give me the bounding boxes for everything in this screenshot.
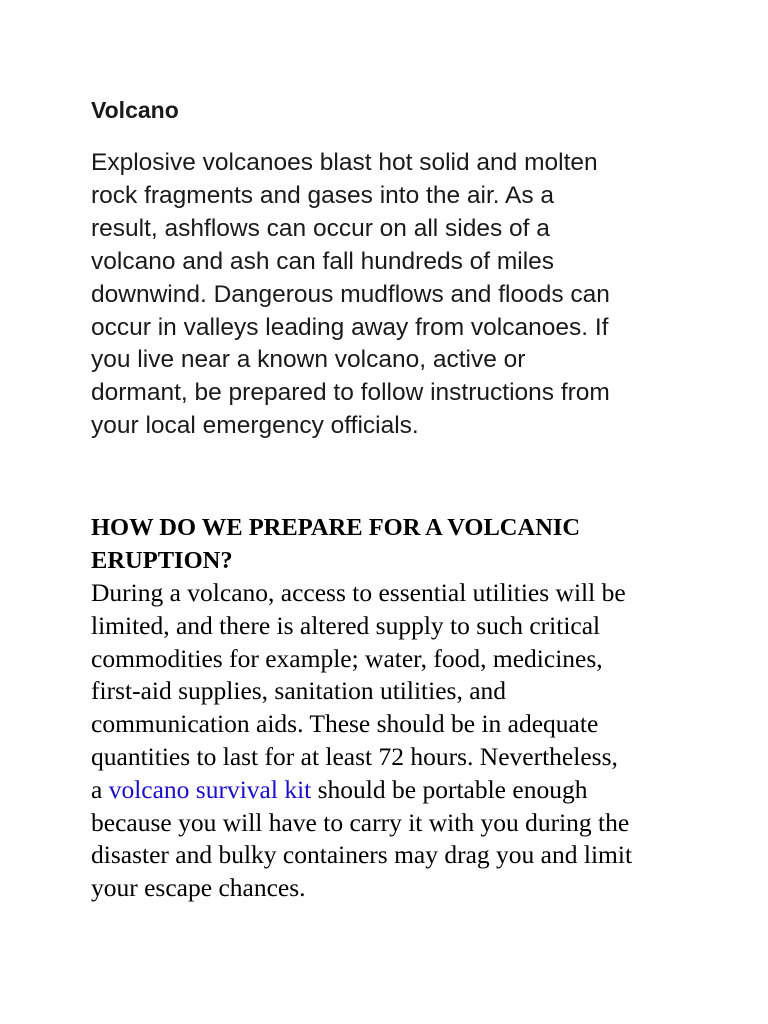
body-line: During a volcano, access to essential utilities will be	[91, 578, 626, 607]
intro-line: downwind. Dangerous mudflows and floods can	[91, 280, 610, 308]
intro-line: volcano and ash can fall hundreds of miles	[91, 247, 555, 275]
body-line: first-aid supplies, sanitation utilities, and	[91, 676, 507, 706]
intro-line: your local emergency officials.	[91, 412, 419, 440]
page-title: Volcano	[91, 97, 179, 123]
intro-line: dormant, be prepared to follow instructions from	[91, 379, 610, 407]
body-paragraph	[91, 577, 691, 905]
intro-paragraph	[91, 147, 691, 443]
body-line: your escape chances.	[91, 873, 306, 903]
section-heading-line: HOW DO WE PREPARE FOR A VOLCANIC	[91, 514, 581, 541]
intro-line: result, ashflows can occur on all sides of a	[91, 214, 550, 242]
volcano-survival-kit-link[interactable]: volcano survival kit	[108, 774, 312, 804]
intro-line: occur in valleys leading away from volcanoes. If	[91, 313, 609, 341]
body-line: communication aids. These should be in adequate	[91, 709, 599, 739]
link-prefix-text: a	[91, 774, 109, 804]
body-line: because you will have to carry it with you during the	[91, 807, 630, 837]
intro-line: Explosive volcanoes blast hot solid and molten	[91, 149, 598, 176]
intro-line: rock fragments and gases into the air. As a	[91, 181, 555, 209]
body-line: disaster and bulky containers may drag you and limit	[91, 840, 633, 870]
body-line: commodities for example; water, food, medicines,	[91, 643, 603, 673]
intro-line: you live near a known volcano, active or	[91, 346, 526, 374]
body-line-with-link	[91, 774, 691, 807]
body-line: quantities to last for at least 72 hours. Nevertheless,	[91, 741, 618, 771]
body-line: limited, and there is altered supply to such critical	[91, 610, 601, 640]
section-heading	[91, 512, 691, 577]
section-heading-line: ERUPTION?	[91, 546, 233, 574]
link-suffix-text: should be portable enough	[311, 774, 588, 804]
